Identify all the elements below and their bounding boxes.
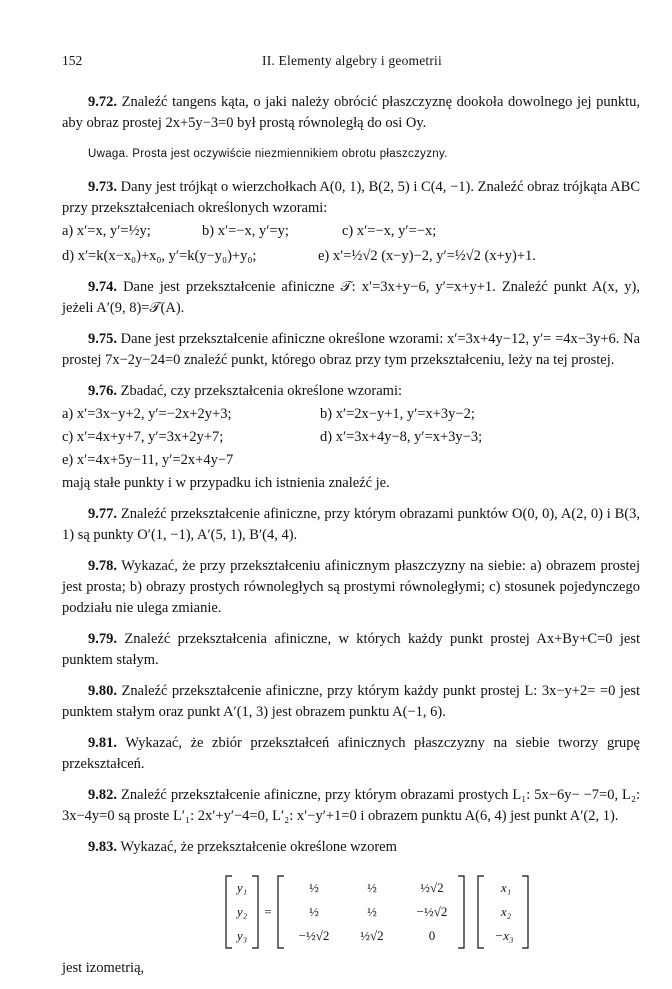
problem-text: Dany jest trójkąt o wierzchołkach A(0, 1), B(2, 5) i C(4, −1). Znaleźć obraz trójkąta ABC przy przekształceniach określonych wzorami:: [62, 179, 640, 216]
matrix-cell: 0: [428, 928, 436, 943]
problem-text: Dane jest przekształcenie afiniczne określone wzorami: x′=3x+4y−12, y′= =4x−3y+6. Na prostej 7x−2y−24=0 znaleźć punkt, którego obraz przy tym przekształceniu, leży na tej prostej.: [62, 331, 641, 368]
running-head: II. Elementy algebry i geometrii: [262, 53, 442, 68]
problem-text: Znaleźć przekształcenie afiniczne, przy którym obrazami prostych L₁: 5x−6y− −7=0, L₂: 3x−4y=0 są proste L′₁: 2x′+y′−4=0, L′₂: x′−y′+1=0 i obrazem punktu A(6, 4) jest punkt A′(2, 1).: [62, 787, 640, 824]
matrix-cell: ½: [367, 904, 377, 919]
lhs-y1: y₁: [236, 880, 248, 895]
item-c: c) x′=−x, y′=−x;: [342, 223, 437, 239]
problem-number: 9.76.: [88, 383, 117, 399]
lhs-y2: y₂: [236, 904, 248, 919]
rhs-left-bracket: [478, 876, 484, 948]
item-b: b) x′=2x−y+1, y′=x+3y−2;: [320, 406, 475, 422]
problem-text: Znaleźć przekształcenie afiniczne, przy którym każdy punkt prostej L: 3x−y+2= =0 jest punktem stałym oraz punkt A′(1, 3) jest obrazem punktu A(−1, 6).: [62, 683, 640, 720]
problem-9-72: [62, 92, 640, 134]
matrix-cell: ½√2: [360, 928, 384, 943]
problem-number: 9.74.: [88, 279, 117, 295]
problem-number: 9.80.: [88, 683, 117, 699]
problem-number: 9.75.: [88, 331, 117, 347]
problem-number: 9.77.: [88, 506, 117, 522]
content: [62, 92, 640, 989]
problem-text: Zbadać, czy przekształcenia określone wzorami:: [120, 383, 403, 399]
item-e: e) x′=4x+5y−11, y′=2x+4y−7: [62, 452, 234, 468]
rhs-x3: −x₃: [494, 928, 514, 943]
item-a: a) x′=3x−y+2, y′=−2x+2y+3;: [62, 406, 232, 422]
page-header: [62, 50, 552, 70]
problem-number: 9.78.: [88, 558, 117, 574]
matrix-left-bracket: [278, 876, 284, 948]
item-c: c) x′=4x+y+7, y′=3x+2y+7;: [62, 429, 224, 445]
problem-text: Znaleźć przekształcenia afiniczne, w których każdy punkt prostej Ax+By+C=0 jest punktem stałym.: [62, 631, 640, 668]
problem-text: Wykazać, że zbiór przekształceń afinicznych płaszczyzny na siebie tworzy grupę przekształceń.: [62, 735, 640, 772]
problem-number: 9.81.: [88, 735, 117, 751]
problem-9-83: [62, 837, 640, 858]
problem-9-76-row2: [62, 427, 640, 448]
problem-number: 9.83.: [88, 839, 117, 855]
problem-9-74: [62, 277, 640, 319]
problem-9-82: [62, 785, 640, 827]
problem-text: Wykazać, że przekształcenie określone wzorem: [120, 839, 397, 855]
matrix-cell: ½: [309, 880, 319, 895]
problem-9-73-row2: [62, 246, 640, 267]
matrix-cell: −½√2: [416, 904, 448, 919]
item-e: e) x′=½√2 (x−y)−2, y′=½√2 (x+y)+1.: [318, 248, 536, 264]
matrix-cell: −½√2: [298, 928, 330, 943]
lhs-right-bracket: [252, 876, 258, 948]
problem-number: 9.72.: [88, 94, 117, 110]
problem-text: Dane jest przekształcenie afiniczne 𝒯: x′=3x+y−6, y′=x+y+1. Znaleźć punkt A(x, y), jeżeli A′(9, 8)=𝒯(A).: [62, 279, 641, 316]
problem-9-76-row1: [62, 404, 640, 425]
matrix-right-bracket: [458, 876, 464, 948]
rhs-x2: x₂: [500, 904, 512, 919]
equals-sign: =: [264, 904, 272, 919]
item-a: a) x′=x, y′=½y;: [62, 223, 151, 239]
problem-9-76-row3: [62, 450, 640, 471]
problem-9-73-row1: [62, 221, 640, 242]
problem-number: 9.79.: [88, 631, 117, 647]
problem-9-81: [62, 733, 640, 775]
rhs-x1: x₁: [500, 880, 512, 895]
item-d: d) x′=k(x−x₀)+x₀, y′=k(y−y₀)+y₀;: [62, 248, 257, 264]
matrix-equation: [62, 872, 640, 952]
problem-9-76: [62, 381, 640, 402]
lhs-left-bracket: [226, 876, 232, 948]
problem-9-83-tail: jest izometrią,: [62, 960, 145, 976]
note: Uwaga. Prosta jest oczywiście niezmiennikiem obrotu płaszczyzny.: [88, 148, 448, 160]
problem-9-80: [62, 681, 640, 723]
problem-9-77: [62, 504, 640, 546]
problem-text: Wykazać, że przy przekształceniu afinicznym płaszczyzny na siebie: a) obrazem prostej jest prosta; b) obrazy prostych równoległych są prostymi równoległymi; c) stosunek pojedynczego podziału nie ulega zmianie.: [62, 558, 640, 616]
problem-9-75: [62, 329, 640, 371]
matrix-cell: ½: [309, 904, 319, 919]
problem-9-76-tail: mają stałe punkty i w przypadku ich istnienia znaleźć je.: [62, 475, 390, 491]
lhs-y3: y₃: [236, 928, 248, 943]
item-d: d) x′=3x+4y−8, y′=x+3y−3;: [320, 429, 483, 445]
item-b: b) x′=−x, y′=y;: [202, 223, 289, 239]
problem-number: 9.73.: [88, 179, 117, 195]
matrix-cell: ½√2: [420, 880, 444, 895]
matrix-svg: [222, 872, 562, 952]
rhs-right-bracket: [522, 876, 528, 948]
problem-9-78: [62, 556, 640, 619]
problem-9-73: [62, 177, 640, 219]
problem-text: Znaleźć tangens kąta, o jaki należy obrócić płaszczyznę dookoła dowolnego jej punktu, aby obraz prostej 2x+5y−3=0 był prostą równoległą do osi Oy.: [62, 94, 641, 131]
problem-number: 9.82.: [88, 787, 117, 803]
problem-text: Znaleźć przekształcenie afiniczne, przy którym obrazami punktów O(0, 0), A(2, 0) i B(3, 1) są punkty O′(1, −1), A′(5, 1), B′(4, 4).: [62, 506, 640, 543]
matrix-cell: ½: [367, 880, 377, 895]
problem-9-79: [62, 629, 640, 671]
page-number: 152: [62, 53, 83, 68]
